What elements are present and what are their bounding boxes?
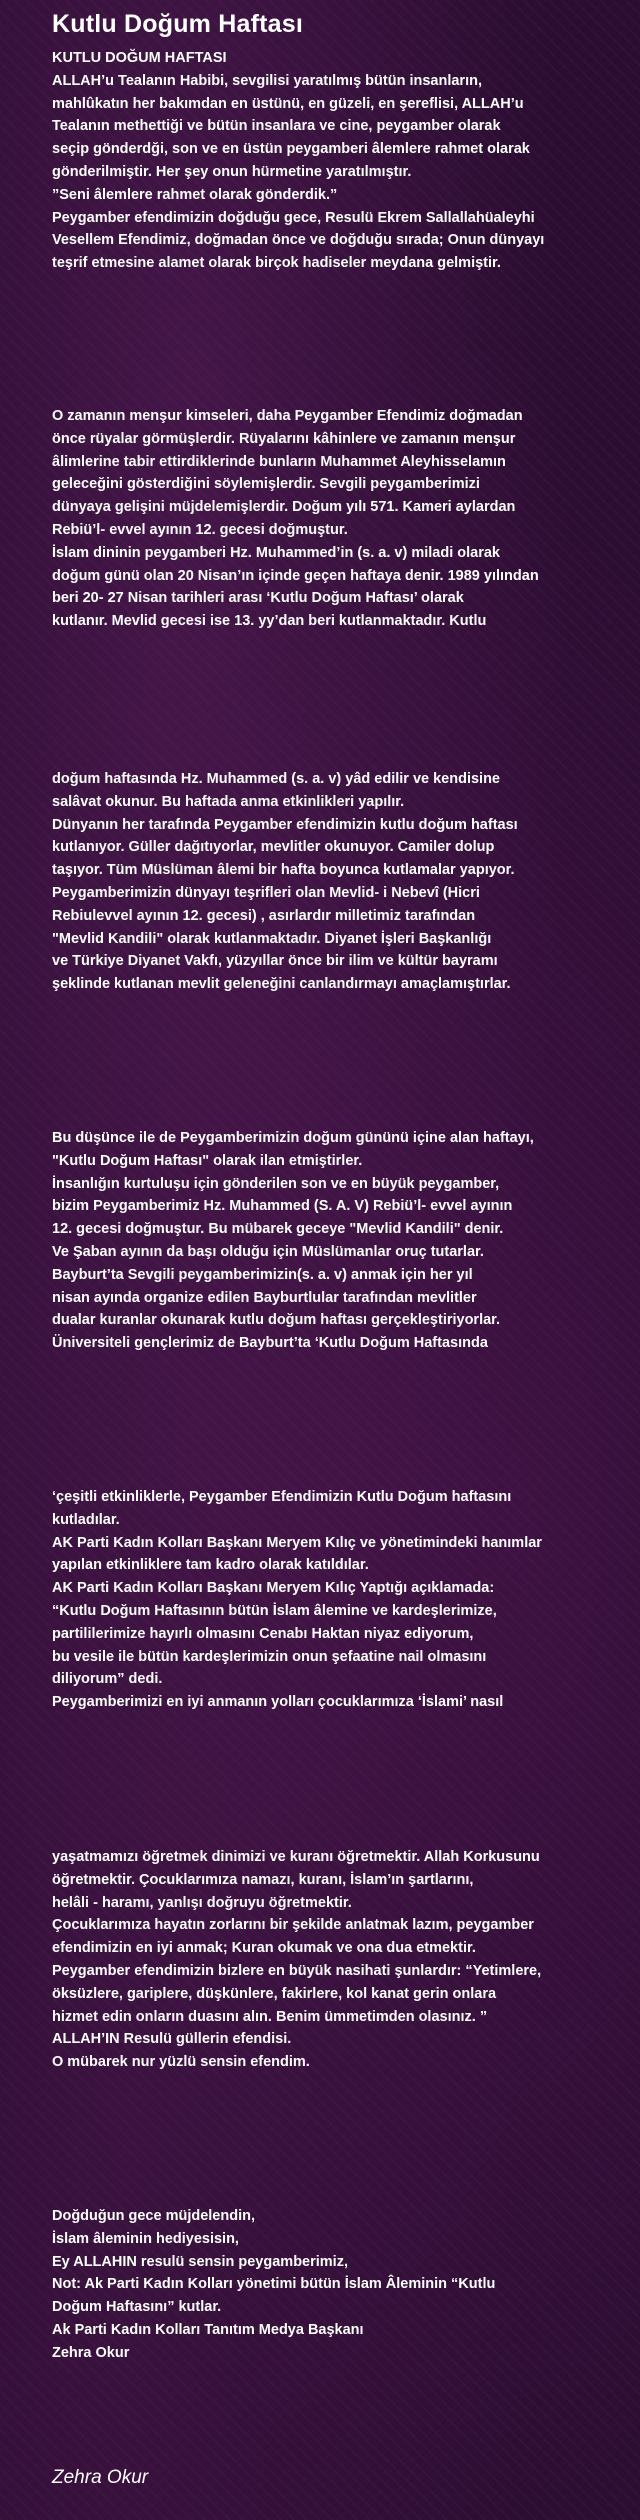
stanza-5: ‘çeşitli etkinliklerle, Peygamber Efendimizin Kutlu Doğum haftasını kutladılar. AK Parti Kadın Kolları Başkanı Meryem Kılıç ve yönetimindeki hanımlar yapılan etkinliklere tam kadro olarak katıldılar. AK Parti Kadın Kolları Başkanı Meryem Kılıç Yaptığı açıklamada: “Kutlu Doğum Haftasının bütün İslam âlemine ve kardeşlerimize, partililerimize hayırlı olmasını Cenabı Haktan niyaz ediyorum, bu vesile ile bütün kardeşlerimizin onun şefaatine nail olmasını diliyorum” dedi. Peygamberimizi en iyi anmanın yolları çocuklarımıza ‘İslami’ nasıl — [52, 1489, 542, 1711]
stanza-1: KUTLU DOĞUM HAFTASI ALLAH’u Tealanın Habibi, sevgilisi yaratılmış bütün insanların, mahlûkatın her bakımdan en üstünü, en güzeli, en şereflisi, ALLAH’u Tealanın methettiği ve bütün insanlara ve cine, peygamber olarak seçip gönderdği, son ve en üstün peygamberi âlemlere rahmet olarak gönderilmiştir. Her şey onun hürmetine yaratılmıştır. ”Seni âlemlere rahmet olarak gönderdik.” Peygamber efendimizin doğduğu gece, Resulü Ekrem Sallallahüaleyhi Vesellem Efendimiz, doğmadan önce ve doğduğu sırada; Onun dünyayı teşrif etmesine alamet olarak birçok hadiseler meydana gelmiştir. — [52, 50, 545, 272]
stanza-6: yaşatmamızı öğretmek dinimizi ve kuranı öğretmektir. Allah Korkusunu öğretmektir. Çocuklarımıza namazı, kuranı, İslam’ın şartlarını, helâli - haramı, yanlışı doğruyu öğretmektir. Çocuklarımıza hayatın zorlarını bir şekilde anlatmak lazım, peygamber efendimizin en iyi anmak; Kuran okumak ve ona dua etmektir. Peygamber efendimizin bizlere en büyük nasihati şunlardır: “Yetimlere, öksüzlere, gariplere, düşkünlere, fakirlere, kol kanat gerin onlara hizmet edin onların duasını alın. Benim ümmetimden olasınız. ” ALLAH’IN Resulü güllerin efendisi. O mübarek nur yüzlü sensin efendim. — [52, 1849, 542, 2071]
author-signature: Zehra Okur — [52, 2467, 149, 2488]
stanza-3: doğum haftasında Hz. Muhammed (s. a. v) yâd edilir ve kendisine salâvat okunur. Bu haftada anma etkinlikleri yapılır. Dünyanın her tarafında Peygamber efendimizin kutlu doğum haftası kutlanıyor. Güller dağıtıyorlar, mevlitler okunuyor. Camiler dolup taşıyor. Tüm Müslüman âlemi bir hafta boyunca kutlamalar yapıyor. Peygamberimizin dünyayı teşrifleri olan Mevlid- i Nebevî (Hicri Rebiulevvel ayının 12. gecesi) , asırlardır milletimiz tarafından "Mevlid Kandili" olarak kutlanmaktadır. Diyanet İşleri Başkanlığı ve Türkiye Diyanet Vakfı, yüzyıllar önce bir ilim ve kültür bayramı şeklinde kutlanan mevlit geleneğini canlandırmayı amaçlamıştırlar. — [52, 771, 518, 993]
stanza-7: Doğduğun gece müjdelendin, İslam âleminin hediyesisin, Ey ALLAHIN resulü sensin peygamberimiz, Not: Ak Parti Kadın Kolları yönetimi bütün İslam Âleminin “Kutlu Doğum Haftasını” kutlar. Ak Parti Kadın Kolları Tanıtım Medya Başkanı Zehra Okur — [52, 2208, 496, 2361]
poem-title: Kutlu Doğum Haftası — [52, 10, 304, 38]
stanza-4: Bu düşünce ile de Peygamberimizin doğum gününü içine alan haftayı, "Kutlu Doğum Haftası" olarak ilan etmiştirler. İnsanlığın kurtuluşu için gönderilen son ve en büyük peygamber, bizim Peygamberimiz Hz. Muhammed (S. A. V) Rebiü’l- evvel ayının 12. gecesi doğmuştur. Bu mübarek geceye "Mevlid Kandili" denir. Ve Şaban ayının da başı olduğu için Müslümanlar oruç tutarlar. Bayburt’ta Sevgili peygamberimizin(s. a. v) anmak için her yıl nisan ayında organize edilen Bayburtlular tarafından mevlitler dualar kuranlar okunarak kutlu doğum haftası gerçekleştiriyorlar. Üniversiteli gençlerimiz de Bayburt’ta ‘Kutlu Doğum Haftasında — [52, 1130, 534, 1352]
stanza-2: O zamanın menşur kimseleri, daha Peygamber Efendimiz doğmadan önce rüyalar görmüşlerdir. Rüyalarını kâhinlere ve zamanın menşur âlimlerine tabir ettirdiklerinde bunların Muhammet Aleyhisselamın geleceğini gösterdiğini söylemişlerdir. Sevgili peygamberimizi dünyaya gelişini müjdelemişlerdir. Doğum yılı 571. Kameri aylardan Rebiü’l- evvel ayının 12. gecesi doğmuştur. İslam dininin peygamberi Hz. Muhammed’in (s. a. v) miladi olarak doğum günü olan 20 Nisan’ın içinde geçen haftaya denir. 1989 yılından beri 20- 27 Nisan tarihleri arası ‘Kutlu Doğum Haftası’ olarak kutlanır. Mevlid gecesi ise 13. yy’dan beri kutlanmaktadır. Kutlu — [52, 408, 539, 630]
